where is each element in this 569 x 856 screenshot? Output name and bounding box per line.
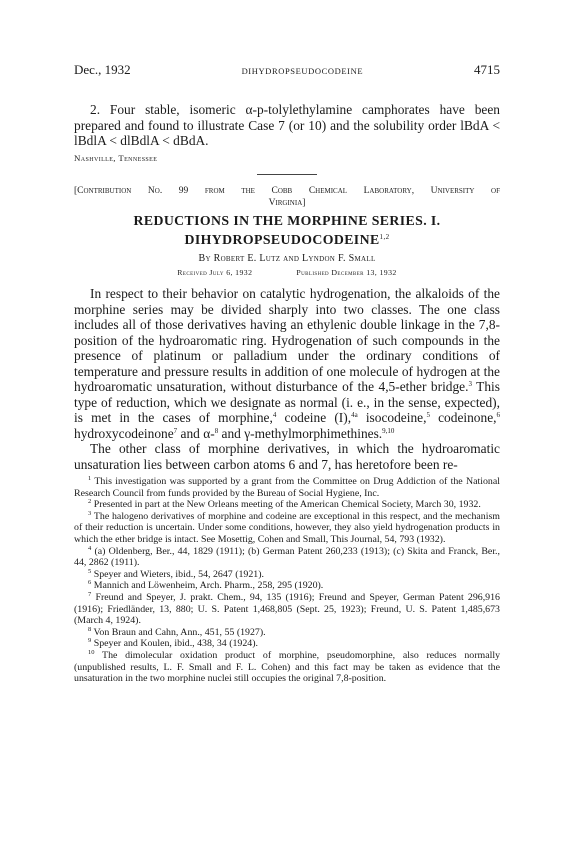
footnote-ref: 6 [496,411,500,419]
footnote-number: 9 [88,637,92,645]
body-text: codeine (I), [276,410,352,425]
issue-date: Dec., 1932 [74,62,131,77]
page-number: 4715 [474,62,500,77]
footnote-text: Mannich and Löwenheim, Arch. Pharm., 258, 295 (1920). [93,580,324,592]
contribution-line-1: [Contribution No. 99 from the Cobb Chemical Laboratory, University of [74,186,500,196]
footnote-number: 10 [88,648,95,656]
body-paragraph-1 [74,286,500,441]
previous-article-conclusion [74,102,500,166]
footnote [74,546,500,569]
footnote-text: Von Braun and Cahn, Ann., 451, 55 (1927). [93,626,266,638]
footnote-ref: 7 [173,426,178,435]
body-text: In respect to their behavior on catalytic hydrogenation, the alkaloids of the morphine series may be divided sharply into two classes. The one class includes all of those derivatives having an ethylenic double linkage in the 7,8-position of the hydroaromatic ring. Hydrogenation of such compounds in the presence of platinum or palladium under the ordinary conditions of temperature and pressure results in addition of one molecule of hydrogen at the hydroaromatic unsaturation, without disturbance of the 4,5-ether bridge. [74,286,500,394]
body-paragraph-2: The other class of morphine derivatives, in which the hydroaromatic unsaturation lies between carbon atoms 6 and 7, has heretofore been re- [74,441,500,472]
body-text: and γ-methylmorphimethines. [218,425,383,441]
running-title: DIHYDROPSEUDOCODEINE [241,66,364,76]
article-body [74,286,500,472]
footnote-text: This investigation was supported by a grant from the Committee on Drug Addiction of the National Research Council from funds provided by the Bureau of Social Hygiene, Inc. [74,476,500,499]
article-title-line-1: REDUCTIONS IN THE MORPHINE SERIES. I. [133,213,441,228]
footnote-number: 1 [88,475,92,482]
conclusion-item-2: 2. Four stable, isomeric α-p-tolylethylamine camphorates have been prepared and found to illustrate Case 7 (or 10) and the solubility order lBdA < lBdlA < dlBdlA < dBdA. [74,102,500,148]
article-authors: By Robert E. Lutz and Lyndon F. Small [198,253,376,264]
footnote-text: (a) Oldenberg, Ber., 44, 1829 (1911); (b) German Patent 260,233 (1913); (c) Skita and Franck, Ber., 44, 2862 (1911). [74,545,500,569]
footnote [74,476,500,499]
author-location: Nashville, Tennessee [74,152,158,163]
body-text: hydroxycodeinone [74,425,174,441]
article-title [74,213,500,248]
journal-page [74,62,500,685]
footnote [74,511,500,546]
body-text: isocodeine, [357,410,427,425]
footnote-number: 3 [88,509,92,517]
footnote-number: 6 [88,579,92,587]
footnote-number: 5 [88,567,92,575]
footnote [74,592,500,627]
footnote-number: 4 [88,544,92,552]
published-date: Published December 13, 1932 [296,268,397,277]
footnote-number: 2 [88,498,92,506]
footnote [74,569,500,581]
footnotes [74,476,500,685]
footnote-ref: 4 [272,411,277,419]
received-date: Received July 6, 1932 [177,268,253,277]
article-title-line-2 [74,229,500,248]
body-text: and α- [177,425,215,441]
footnote-ref: 8 [214,426,219,435]
article-title-main: DIHYDROPSEUDOCODEINE [184,232,380,247]
footnote-text: Freund and Speyer, J. prakt. Chem., 94, 135 (1916); Freund and Speyer, German Patent 296,916 (1916); Friedländer, 13, 880; U. S. Patent 1,468,805 (Sept. 25, 1923); Freund, U. S. Patent 1,485,673 (March 4, 1924). [74,591,500,627]
footnote-number: 7 [88,590,92,598]
footnote [74,627,500,639]
footnote-text: Presented in part at the New Orleans meeting of the American Chemical Society, March 30, 1932. [93,499,481,511]
footnote [74,499,500,511]
footnote-text: Speyer and Wieters, ibid., 54, 2647 (1921). [93,568,264,580]
contribution-line-2: Virginia] [268,198,306,208]
article-dates [74,268,500,277]
footnote [74,650,500,685]
footnote [74,580,500,592]
footnote-number: 8 [88,625,92,633]
section-divider [257,174,317,175]
body-text: codeinone, [429,410,497,425]
footnote-ref: 4a [351,411,358,419]
body-text: This type of reduction, which we designate as normal (i. e., in the sense, expected), is met in the cases of morphine, [74,379,500,425]
contribution-note [74,185,500,209]
page-header [74,62,500,78]
footnote-ref: 5 [426,411,430,419]
footnote-text: The dimolecular oxidation product of morphine, pseudomorphine, also reduces normally (unpublished results, L. F. Small and F. L. Cohen) and this fact may be taken as evidence that the unsaturation in the two morphine nuclei still occupies the original 7,8-position. [74,649,501,685]
footnote-ref: 9,10 [382,426,395,435]
footnote-ref: 3 [468,380,472,388]
title-footnote-refs: 1,2 [379,233,390,241]
footnote-text: The halogeno derivatives of morphine and codeine are exceptional in this respect, and the mechanism of their reduction is uncertain. Under some conditions, however, they also yield hydrogenation products in which the ether bridge is intact. See Mosettig, Cohen and Small, This Journal, 54, 793 (1932). [74,510,500,545]
footnote-text: Speyer and Koulen, ibid., 438, 34 (1924). [93,638,259,650]
footnote [74,638,500,650]
